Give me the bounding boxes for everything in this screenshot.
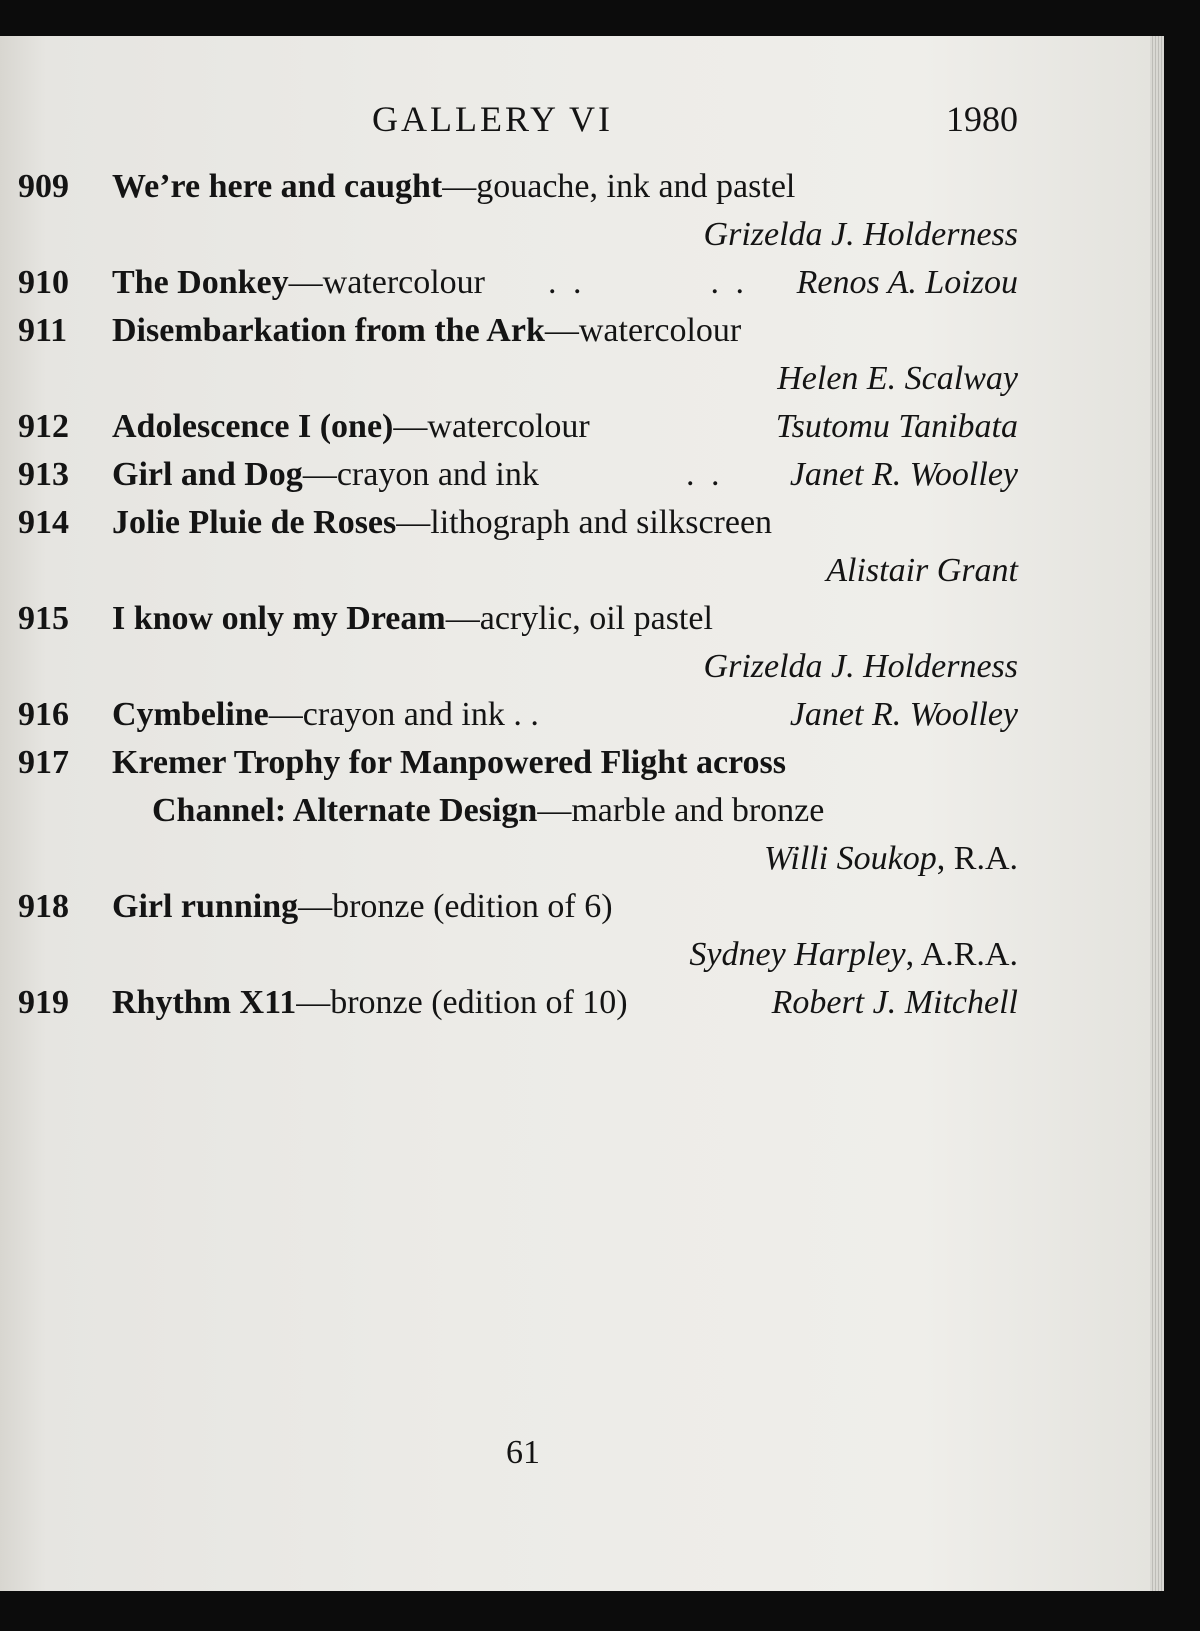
entry-number: 911 bbox=[18, 312, 68, 349]
entry-title: Disembarkation from the Ark bbox=[112, 312, 545, 349]
entry-artist: Sydney Harpley bbox=[689, 936, 906, 973]
entry-917 bbox=[0, 738, 1018, 788]
entry-title: Cymbeline bbox=[112, 696, 269, 733]
page-number: 61 bbox=[506, 1434, 540, 1471]
entry-918-artist-line bbox=[0, 930, 1018, 980]
entry-915-artist-line bbox=[0, 642, 1018, 692]
entry-917-continued bbox=[0, 786, 1018, 836]
entry-title: Rhythm X11 bbox=[112, 984, 297, 1021]
entry-912 bbox=[0, 402, 1018, 452]
entry-number: 913 bbox=[18, 456, 69, 493]
entry-number: 912 bbox=[18, 408, 69, 445]
entry-medium: —bronze (edition of 6) bbox=[298, 888, 613, 925]
entry-title: Kremer Trophy for Manpowered Flight across bbox=[112, 744, 786, 781]
entry-910 bbox=[0, 258, 1018, 308]
artist-honours: , R.A. bbox=[936, 840, 1018, 877]
entry-title: Jolie Pluie de Roses bbox=[112, 504, 397, 541]
entry-title: I know only my Dream bbox=[112, 600, 446, 637]
entry-artist: Helen E. Scalway bbox=[777, 360, 1018, 397]
entry-title: Girl and Dog bbox=[112, 456, 303, 493]
dot-leader: . . . . bbox=[548, 264, 748, 301]
entry-title-continued: Channel: Alternate Design bbox=[152, 792, 538, 829]
entry-title: We’re here and caught bbox=[112, 168, 443, 205]
entry-medium: —gouache, ink and pastel bbox=[442, 168, 796, 205]
entry-medium: —acrylic, oil pastel bbox=[445, 600, 713, 637]
entry-916 bbox=[0, 690, 1018, 740]
entry-medium: —marble and bronze bbox=[537, 792, 825, 829]
entry-914-artist-line bbox=[0, 546, 1018, 596]
entry-913 bbox=[0, 450, 1018, 500]
entry-number: 919 bbox=[18, 984, 69, 1021]
entry-number: 909 bbox=[18, 168, 69, 205]
entry-artist: Renos A. Loizou bbox=[796, 264, 1018, 301]
entry-918 bbox=[0, 882, 1018, 932]
entry-title: Adolescence I (one) bbox=[112, 408, 394, 445]
entry-number: 917 bbox=[18, 744, 69, 781]
gallery-title: GALLERY VI bbox=[372, 99, 613, 139]
entry-919 bbox=[0, 978, 1018, 1028]
entry-medium: —crayon and ink . . bbox=[268, 696, 539, 733]
entry-artist: Janet R. Woolley bbox=[789, 696, 1018, 733]
entry-917-artist-line bbox=[0, 834, 1018, 884]
entry-medium: —watercolour bbox=[393, 408, 590, 445]
entry-medium: —bronze (edition of 10) bbox=[296, 984, 628, 1021]
entry-artist: Alistair Grant bbox=[826, 552, 1018, 589]
entry-medium: —watercolour bbox=[288, 264, 486, 301]
entry-artist: Janet R. Woolley bbox=[789, 456, 1018, 493]
entry-911 bbox=[0, 306, 1018, 356]
entry-number: 915 bbox=[18, 600, 69, 637]
artist-honours: , A.R.A. bbox=[905, 936, 1018, 973]
entry-number: 910 bbox=[18, 264, 69, 301]
entry-number: 916 bbox=[18, 696, 69, 733]
entry-medium: —lithograph and silkscreen bbox=[396, 504, 773, 541]
dot-leader: . . bbox=[686, 456, 724, 493]
entry-artist: Grizelda J. Holderness bbox=[703, 216, 1018, 253]
page-edge bbox=[1150, 36, 1164, 1591]
entry-artist: Willi Soukop bbox=[763, 840, 937, 877]
entry-909 bbox=[0, 162, 1018, 212]
entry-909-artist-line bbox=[0, 210, 1018, 260]
entry-medium: —watercolour bbox=[544, 312, 742, 349]
entry-artist: Grizelda J. Holderness bbox=[703, 648, 1018, 685]
entry-title: The Donkey bbox=[112, 264, 289, 301]
entry-number: 918 bbox=[18, 888, 69, 925]
entry-914 bbox=[0, 498, 1018, 548]
entry-title: Girl running bbox=[112, 888, 299, 925]
entry-number: 914 bbox=[18, 504, 69, 541]
entry-artist: Robert J. Mitchell bbox=[771, 984, 1018, 1021]
page-header bbox=[0, 92, 1018, 142]
entry-artist: Tsutomu Tanibata bbox=[775, 408, 1018, 445]
entry-915 bbox=[0, 594, 1018, 644]
entry-911-artist-line bbox=[0, 354, 1018, 404]
year: 1980 bbox=[946, 99, 1018, 139]
entry-medium: —crayon and ink bbox=[302, 456, 539, 493]
